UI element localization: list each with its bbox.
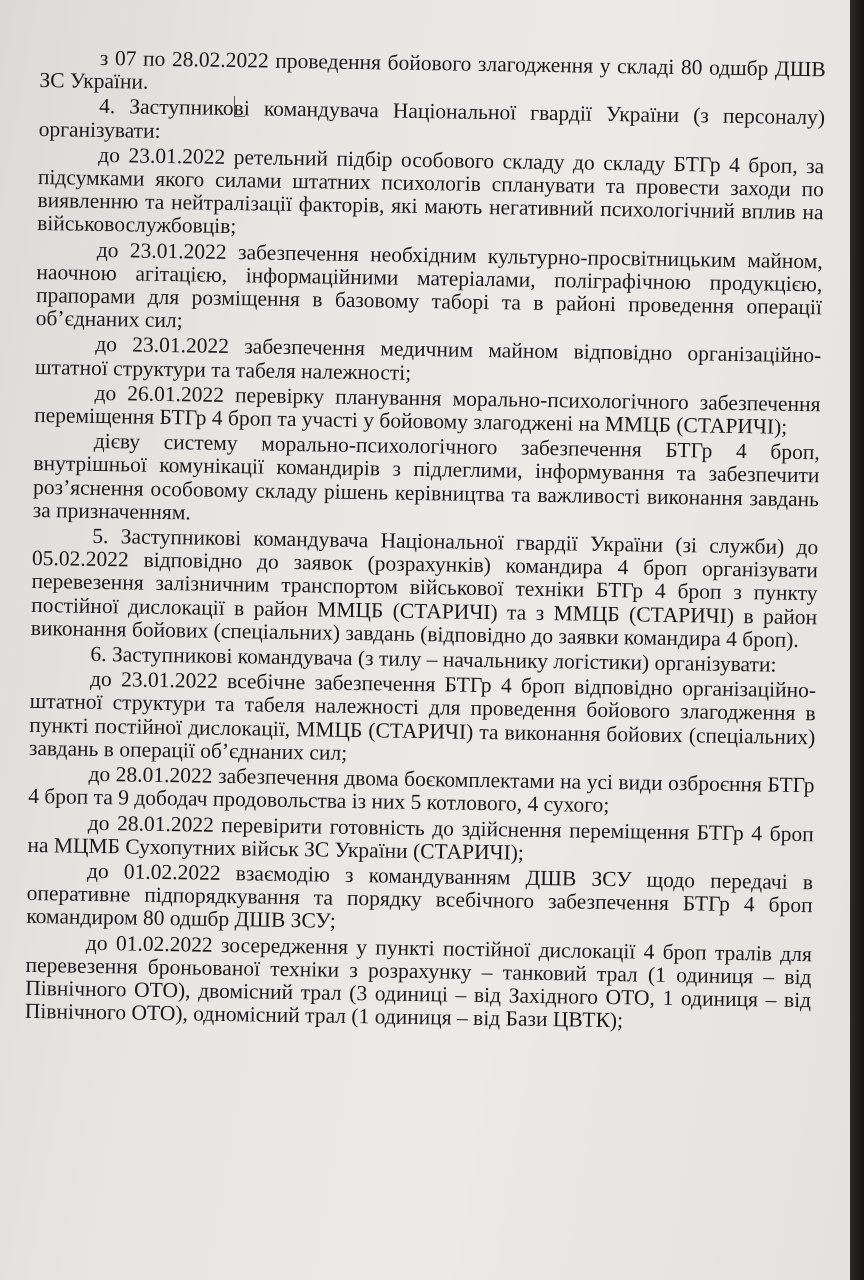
paragraph-psychological-support: дієву систему морально-психологічного забезпечення БТГр 4 броп, внутрішньої комунікації командирів з підлеглими, інформування та забезпечити роз’яснення особовому складу рішень керівництва та важливості виконання завдань за призначенням.: [32, 429, 820, 525]
paragraph-cultural-supply: до 23.01.2022 забезпечення необхідним культурно-просвітницьким майном, наочною агітацією, інформаційними матеріалами, поліграфічною продукцією, прапорами для розміщення в базовому таборі та в районі проведення операції об’єднаних сил;: [35, 237, 823, 333]
section-6-heading: 6. Заступникові командувача (з тилу – начальнику логістики) організувати:: [90, 641, 777, 677]
paragraph-planning-check: до 26.01.2022 перевірку планування морально-психологічного забезпечення переміщення БТГр 4 броп та участі у бойовому злагоджені на ММЦБ (СТАРИЧІ);: [34, 380, 821, 439]
section-5-transport: 5. Заступникові командувача Національної гвардії України (зі служби) до 05.02.2022 відповідно до заявок (розрахунків) командира 4 броп організувати перевезення залізничним транспортом військової техніки БТГр 4 броп з пункту постійної дислокації в район ММЦБ (СТАРИЧІ) та з ММЦБ (СТАРИЧІ) в район виконання бойових (спеціальних) завдань (відповідно до заявки командира 4 броп).: [30, 523, 819, 652]
paragraph-comprehensive-support: до 23.01.2022 всебічне забезпечення БТГр 4 броп відповідно організаційно-штатної структури та табеля належності для проведення бойового злагодження в пункті постійної дислокації, ММЦБ (СТАРИЧІ) та виконання бойових (спеціальних) завдань в операції об’єднаних сил;: [28, 667, 817, 765]
paragraph-medical-supply: до 23.01.2022 забезпечення медичним майном відповідно організаційно-штатної структури та табеля належності;: [34, 332, 822, 385]
pen-mark: [234, 96, 245, 117]
page-edge-shadow: [850, 0, 864, 1280]
document-body: [25, 46, 826, 1036]
paragraph-combat-coordination: з 07 по 28.02.2022 проведення бойового злагодження у складі 80 одшбр ДШВ ЗС України.: [39, 45, 826, 94]
paragraph-ammunition-supply: до 28.01.2022 забезпечення двома боєкомплектами на усі види озброєння БТГр 4 броп та 9 дободач продовольства із них 5 котлового, 4 сухого;: [28, 761, 815, 818]
section-4-heading: 4. Заступникові командувача Національної гвардії України (з персоналу) організувати:: [38, 94, 826, 143]
paragraph-readiness-check: до 28.01.2022 перевірити готовність до здійснення переміщення БТГр 4 броп на МЦМБ Сухопутних військ ЗС України (СТАРИЧІ);: [27, 810, 814, 865]
paragraph-trawl-concentration: до 01.02.2022 зосередження у пункті постійної дислокації 4 броп тралів для перевезення броньованої техніки з розрахунку – танковий трал (1 одиниця – від Північного ОТО), двомісний трал (3 одиниці – від Західного ОТО, 1 одиниця – від Північного ОТО), одномісний трал (1 одиниця – від Бази ЦВТК);: [24, 930, 813, 1033]
paragraph-personnel-selection: до 23.01.2022 ретельний підбір особового складу до складу БТГр 4 броп, за підсумками якого силами штатних психологів спланувати та провести заходи по виявленню та нейтралізації факторів, які мають негативний психологічний вплив на військовослужбовців;: [37, 142, 825, 239]
paragraph-coordination-command: до 01.02.2022 взаємодію з командуванням ДШВ ЗСУ щодо передачі в оперативне підпорядкування та порядку всебічного забезпечення БТГр 4 броп командиром 80 одшбр ДШВ ЗСУ;: [26, 858, 814, 934]
